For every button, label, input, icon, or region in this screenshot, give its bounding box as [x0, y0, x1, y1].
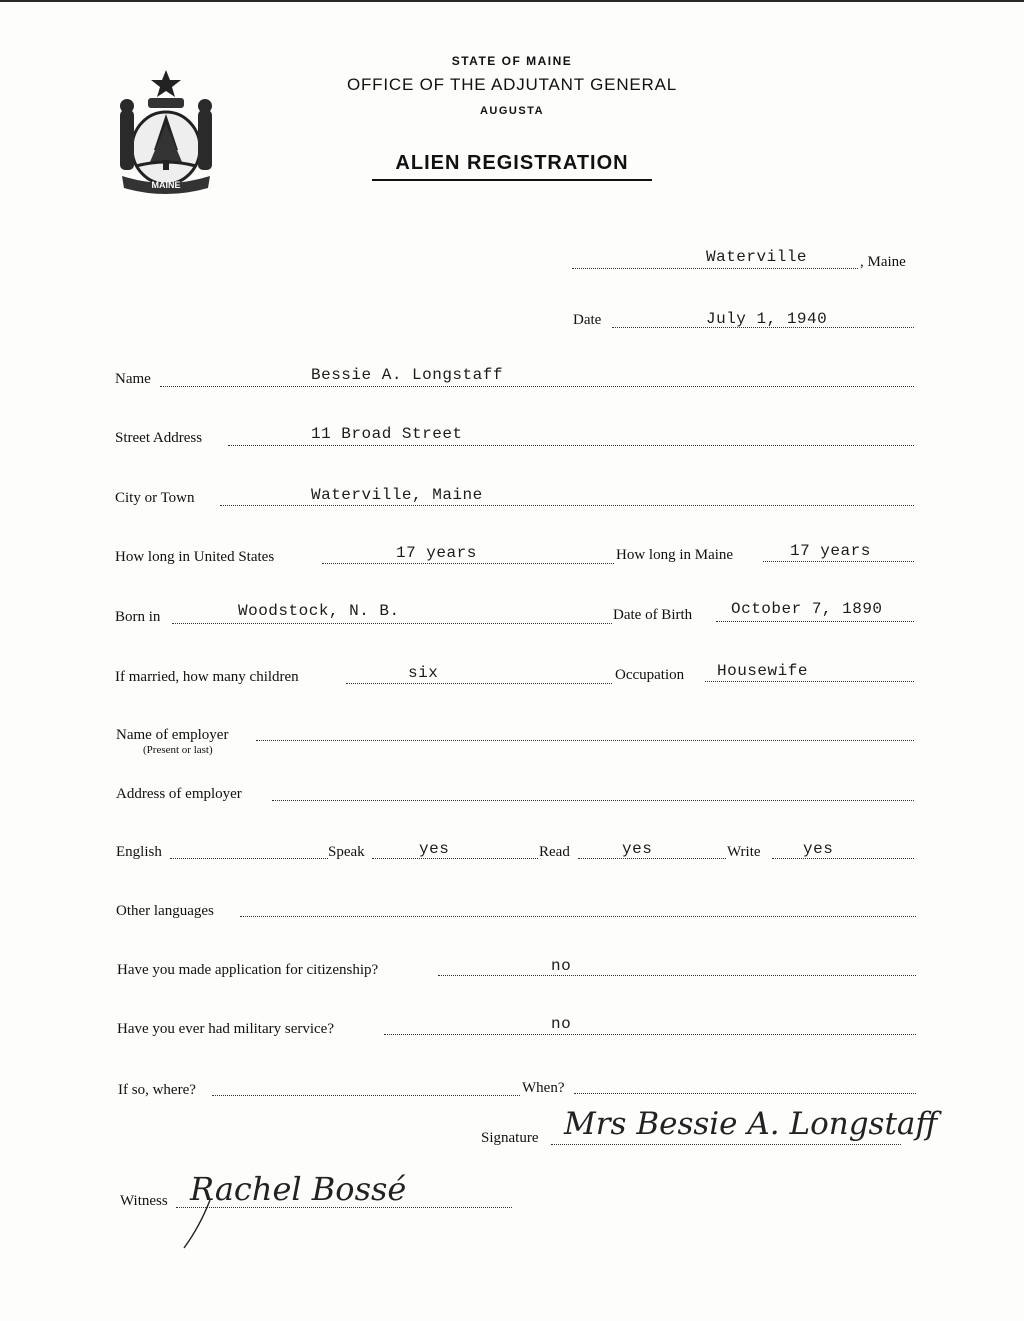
citizenship-line: [438, 975, 916, 976]
street-value: 11 Broad Street: [311, 425, 463, 443]
place-line: [572, 268, 858, 269]
date-value: July 1, 1940: [706, 310, 828, 328]
write-label: Write: [727, 844, 761, 860]
children-line: [346, 683, 612, 684]
when-line: [574, 1093, 916, 1094]
where-label: If so, where?: [118, 1082, 196, 1098]
citizenship-label: Have you made application for citizenship?: [117, 962, 379, 978]
where-line: [212, 1095, 520, 1096]
us-duration-line: [322, 563, 614, 564]
city-label: City or Town: [115, 490, 195, 506]
form-title: ALIEN REGISTRATION: [372, 152, 652, 181]
write-value: yes: [803, 840, 834, 858]
witness-flourish-icon: [180, 1198, 220, 1254]
born-in-label: Born in: [115, 609, 161, 625]
us-duration-value: 17 years: [396, 544, 477, 562]
english-line: [170, 858, 328, 859]
street-label: Street Address: [115, 430, 203, 446]
military-line: [384, 1034, 916, 1035]
write-line: [772, 858, 914, 859]
signature-value: Mrs Bessie A. Longstaff: [564, 1106, 938, 1142]
dob-line: [716, 621, 914, 622]
city-value: Waterville, Maine: [311, 486, 483, 504]
name-label: Name: [115, 371, 151, 387]
employer-address-line: [272, 800, 914, 801]
read-line: [578, 858, 726, 859]
read-value: yes: [622, 840, 653, 858]
read-label: Read: [539, 844, 570, 860]
speak-value: yes: [419, 840, 450, 858]
office-heading: OFFICE OF THE ADJUTANT GENERAL: [346, 75, 678, 94]
maine-duration-label: How long in Maine: [616, 547, 734, 563]
witness-label: Witness: [120, 1193, 168, 1209]
other-languages-line: [240, 916, 916, 917]
dob-value: October 7, 1890: [731, 600, 883, 618]
citizenship-value: no: [551, 957, 572, 975]
place-suffix: , Maine: [860, 254, 906, 270]
name-value: Bessie A. Longstaff: [311, 366, 503, 384]
city-line: [220, 505, 914, 506]
signature-label: Signature: [481, 1130, 539, 1146]
maine-duration-line: [763, 561, 914, 562]
military-label: Have you ever had military service?: [117, 1021, 334, 1037]
employer-address-label: Address of employer: [116, 786, 242, 802]
speak-line: [372, 858, 538, 859]
english-label: English: [116, 844, 162, 860]
occupation-line: [705, 681, 914, 682]
speak-label: Speak: [328, 844, 365, 860]
date-label: Date: [573, 312, 602, 328]
employer-name-note: (Present or last): [143, 744, 213, 756]
born-in-value: Woodstock, N. B.: [238, 602, 400, 620]
signature-line: [551, 1144, 901, 1145]
maine-duration-value: 17 years: [790, 542, 871, 560]
born-in-line: [172, 623, 612, 624]
dob-label: Date of Birth: [613, 607, 693, 623]
seal-text: MAINE: [151, 180, 181, 190]
witness-value: Rachel Bossé: [190, 1170, 407, 1208]
street-line: [228, 445, 914, 446]
occupation-label: Occupation: [615, 667, 685, 683]
place-value: Waterville: [706, 248, 808, 266]
occupation-value: Housewife: [717, 662, 808, 680]
children-label: If married, how many children: [115, 669, 299, 685]
name-line: [160, 386, 914, 387]
children-value: six: [408, 664, 439, 682]
other-languages-label: Other languages: [116, 903, 214, 919]
us-duration-label: How long in United States: [115, 549, 275, 565]
state-heading: STATE OF MAINE: [451, 54, 573, 68]
city-heading: AUGUSTA: [479, 105, 545, 117]
when-label: When?: [522, 1080, 565, 1096]
military-value: no: [551, 1015, 572, 1033]
employer-name-line: [256, 740, 914, 741]
employer-name-label: Name of employer: [116, 727, 229, 743]
